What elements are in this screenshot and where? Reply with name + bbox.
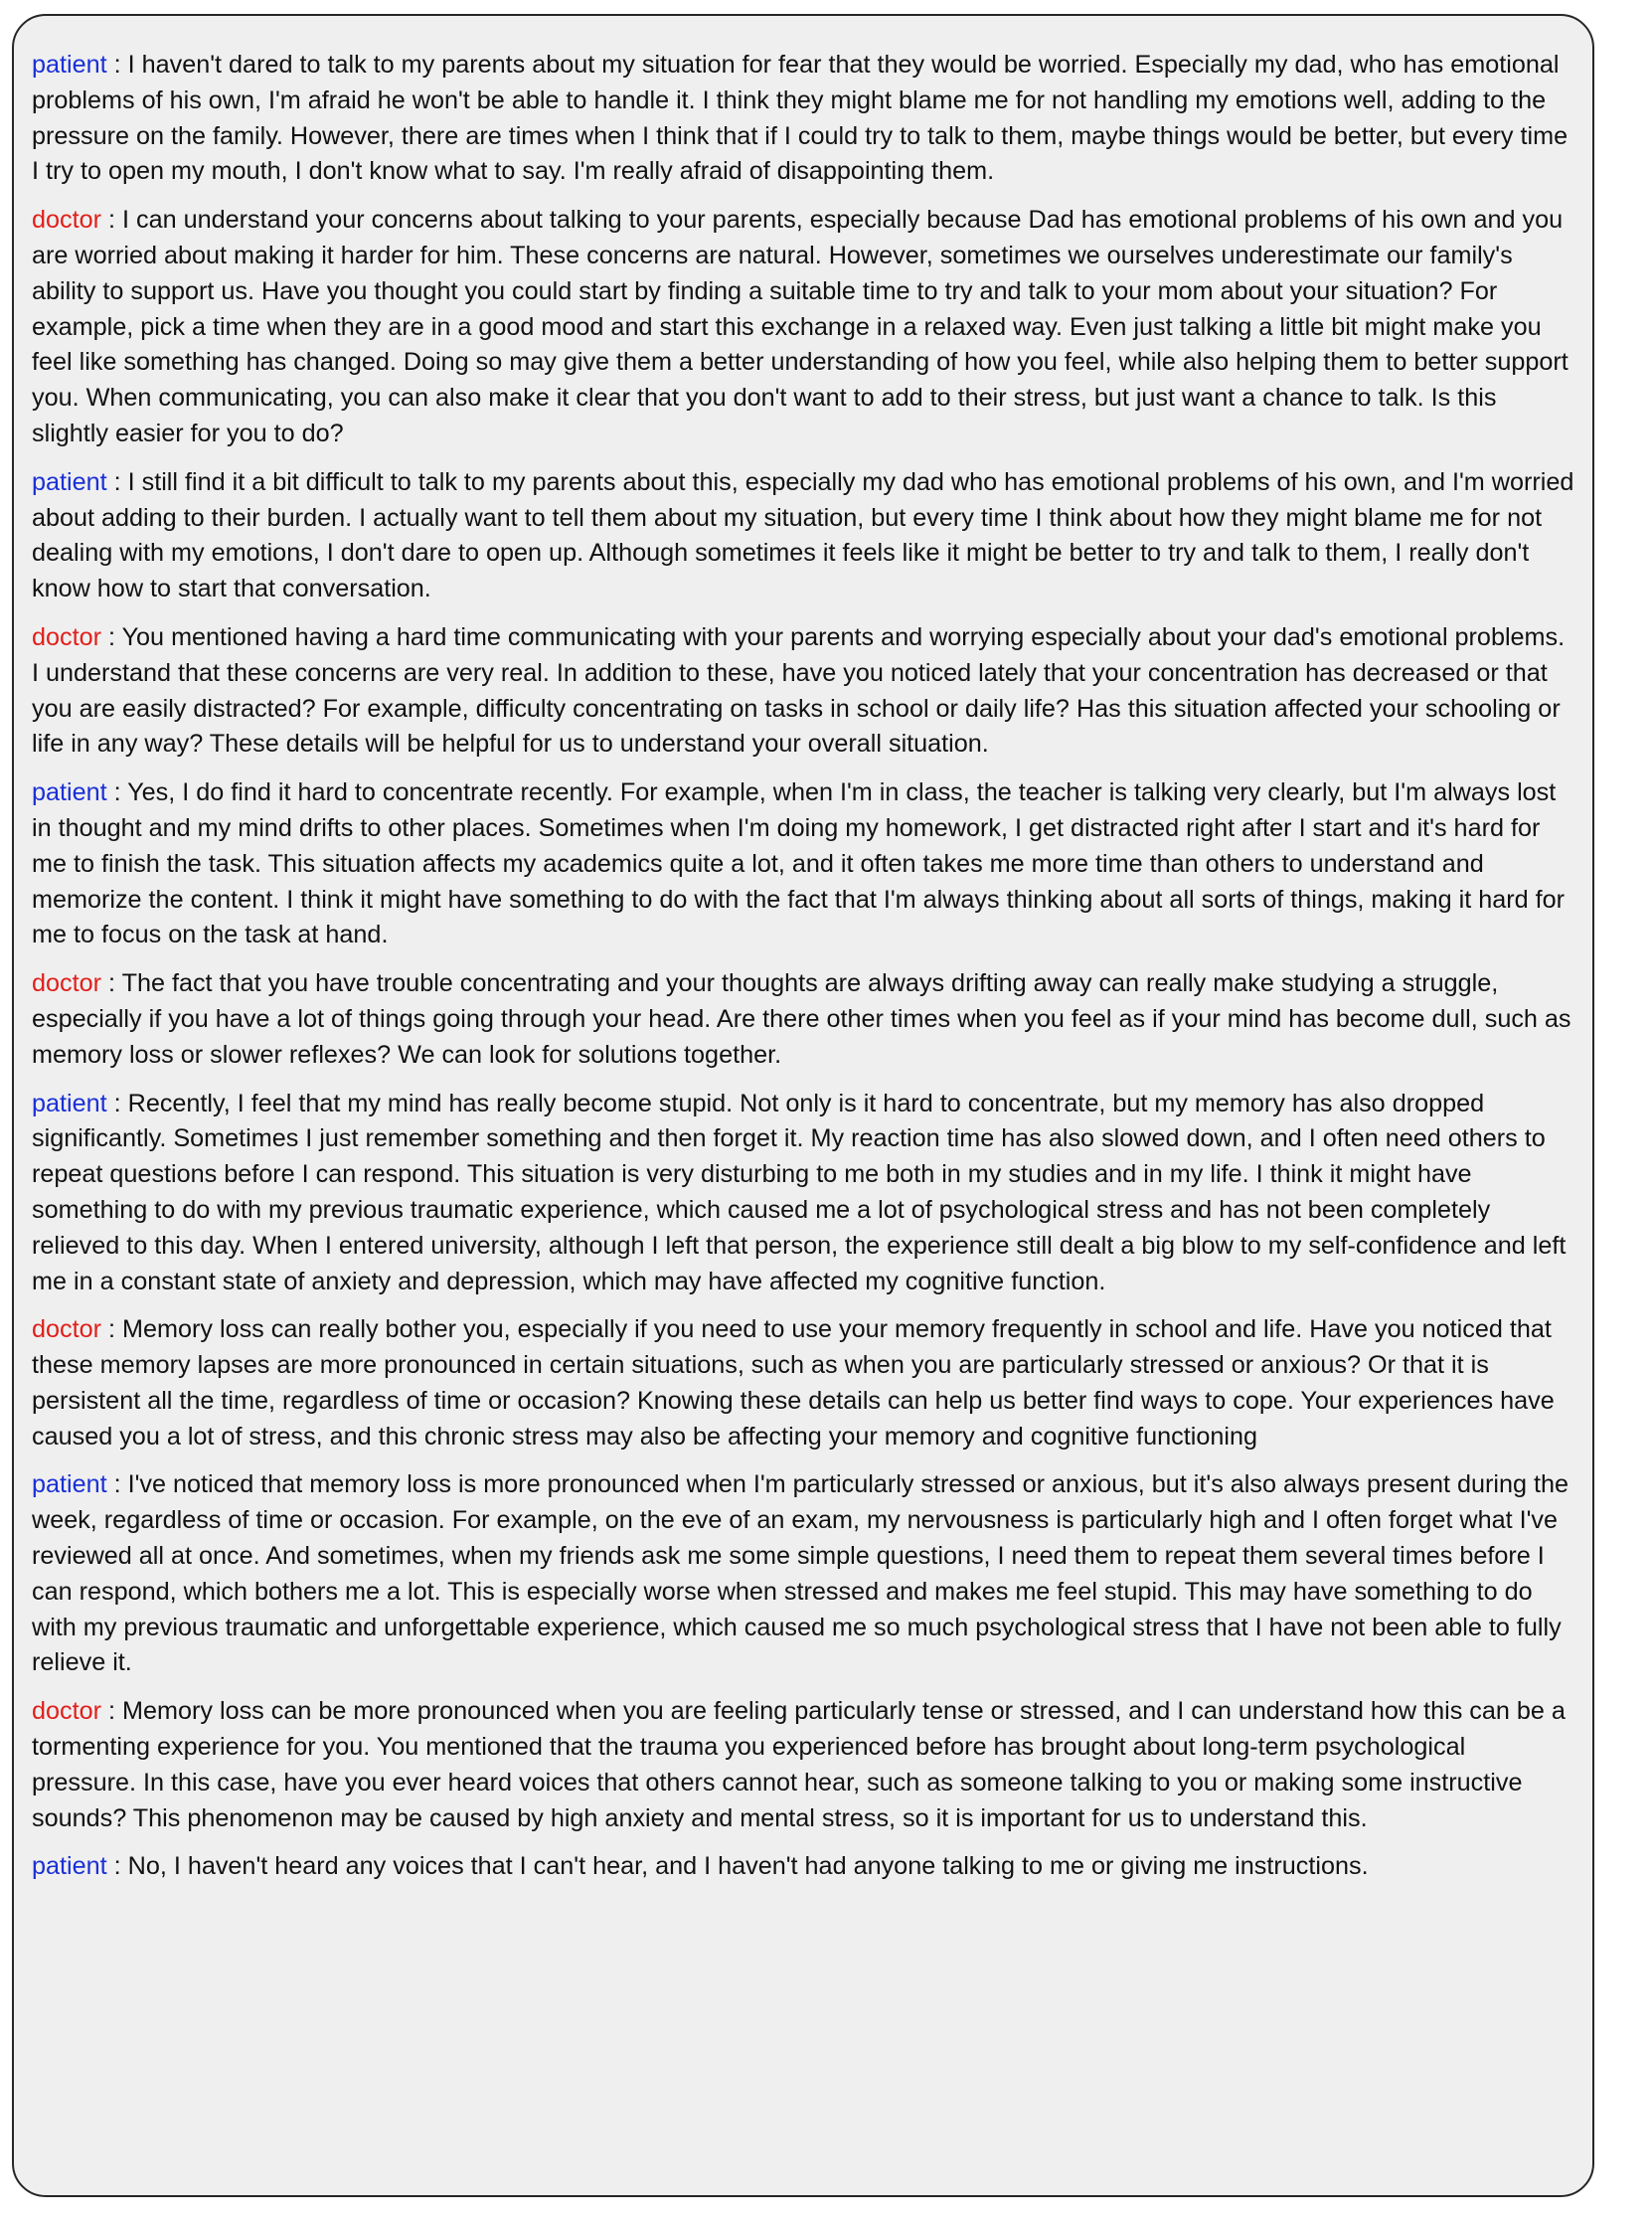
speaker-label: patient (32, 1089, 107, 1117)
utterance-text: Memory loss can really bother you, especially if you need to use your memory frequently in school and life. Have you noticed that these memory lapses are more pronounced in certain situations, such as when you are particularly stressed or anxious? Or that it is persistent all the time, regardless of time or occasion? Knowing these details can help us better find ways to cope. Your experiences have caused you a lot of stress, and this chronic stress may also be affecting your memory and cognitive functioning (32, 1315, 1555, 1451)
speaker-label: patient (32, 51, 107, 79)
speaker-label: doctor (32, 1315, 102, 1344)
speaker-label: doctor (32, 206, 102, 235)
utterance-text: I still find it a bit difficult to talk to my parents about this, especially my dad who has emotional problems of his own, and I'm worried about adding to their burden. I actually want to tell them about my situation, but every time I think about how they might blame me for not dealing with my emotions, I don't dare to open up. Although sometimes it feels like it might be better to try and talk to them, I really don't know how to start that conversation. (32, 467, 1574, 603)
dialogue-turn: doctor : I can understand your concerns about talking to your parents, especially because Dad has emotional problems of his own and you are worried about making it harder for him. These concerns are natural. However, sometimes we ourselves underestimate our family's ability to support us. Have you thought you could start by finding a suitable time to try and talk to your mom about your situation? For example, pick a time when they are in a good mood and start this exchange in a relaxed way. Even just talking a little bit might make you feel like something has changed. Doing so may give them a better understanding of how you feel, while also helping them to better support you. When communicating, you can also make it clear that you don't want to add to their stress, but just want a chance to talk. Is this slightly easier for you to do? (32, 206, 1569, 447)
utterance-text: Recently, I feel that my mind has really become stupid. Not only is it hard to concentrate, but my memory has also dropped significantly. Sometimes I just remember something and then forget it. My reaction time has also slowed down, and I often need others to repeat questions before I can respond. This situation is very disturbing to me both in my studies and in my life. I think it might have something to do with my previous traumatic experience, which caused me a lot of psychological stress and has not been completely relieved to this day. When I entered university, although I left that person, the experience still dealt a big blow to my self-confidence and left me in a constant state of anxiety and depression, which may have affected my cognitive function. (32, 1089, 1567, 1295)
dialogue-turn: doctor : The fact that you have trouble concentrating and your thoughts are always drifting away can really make studying a struggle, especially if you have a lot of things going through your head. Are there other times when you feel as if your mind has become dull, such as memory loss or slower reflexes? We can look for solutions together. (32, 969, 1571, 1069)
speaker-label: doctor (32, 622, 102, 651)
speaker-label: patient (32, 1852, 107, 1881)
speaker-label: doctor (32, 1697, 102, 1726)
dialogue-box (12, 14, 1594, 2197)
dialogue-turn: doctor : You mentioned having a hard time communicating with your parents and worrying especially about your dad's emotional problems. I understand that these concerns are very real. In addition to these, have you noticed lately that your concentration has decreased or that you are easily distracted? For example, difficulty concentrating on tasks in school or daily life? Has this situation affected your schooling or life in any way? These details will be helpful for us to understand your overall situation. (32, 622, 1566, 759)
dialogue-turn: doctor : Memory loss can really bother you, especially if you need to use your memory frequently in school and life. Have you noticed that these memory lapses are more pronounced in certain situations, such as when you are particularly stressed or anxious? Or that it is persistent all the time, regardless of time or occasion? Knowing these details can help us better find ways to cope. Your experiences have caused you a lot of stress, and this chronic stress may also be affecting your memory and cognitive functioning (32, 1315, 1555, 1451)
dialogue-turn: patient : I still find it a bit difficult to talk to my parents about this, especially my dad who has emotional problems of his own, and I'm worried about adding to their burden. I actually want to tell them about my situation, but every time I think about how they might blame me for not dealing with my emotions, I don't dare to open up. Although sometimes it feels like it might be better to try and talk to them, I really don't know how to start that conversation. (32, 467, 1574, 603)
utterance-text: You mentioned having a hard time communicating with your parents and worrying especially about your dad's emotional problems. I understand that these concerns are very real. In addition to these, have you noticed lately that your concentration has decreased or that you are easily distracted? For example, difficulty concentrating on tasks in school or daily life? Has this situation affected your schooling or life in any way? These details will be helpful for us to understand your overall situation. (32, 622, 1566, 759)
speaker-label: patient (32, 467, 107, 496)
speaker-label: patient (32, 1470, 107, 1499)
dialogue-turn: patient : I haven't dared to talk to my parents about my situation for fear that they would be worried. Especially my dad, who has emotional problems of his own, I'm afraid he won't be able to handle it. I think they might blame me for not handling my emotions well, adding to the pressure on the family. However, there are times when I think that if I could try to talk to them, maybe things would be better, but every time I try to open my mouth, I don't know what to say. I'm really afraid of disappointing them. (32, 51, 1569, 186)
utterance-text: I've noticed that memory loss is more pronounced when I'm particularly stressed or anxious, but it's also always present during the week, regardless of time or occasion. For example, on the eve of an exam, my nervousness is particularly high and I often forget what I've reviewed all at once. And sometimes, when my friends ask me some simple questions, I need them to repeat them several times before I can respond, which bothers me a lot. This is especially worse when stressed and makes me feel stupid. This may have something to do with my previous traumatic and unforgettable experience, which caused me so much psychological stress that I have not been able to fully relieve it. (32, 1470, 1569, 1677)
dialogue-turn: doctor : Memory loss can be more pronounced when you are feeling particularly tense or stressed, and I can understand how this can be a tormenting experience for you. You mentioned that the trauma you experienced before has brought about long-term psychological pressure. In this case, have you ever heard voices that others cannot hear, such as someone talking to you or making some instructive sounds? This phenomenon may be caused by high anxiety and mental stress, so it is important for us to understand this. (32, 1697, 1566, 1832)
utterance-text: I can understand your concerns about talking to your parents, especially because Dad has emotional problems of his own and you are worried about making it harder for him. These concerns are natural. However, sometimes we ourselves underestimate our family's ability to support us. Have you thought you could start by finding a suitable time to try and talk to your mom about your situation? For example, pick a time when they are in a good mood and start this exchange in a relaxed way. Even just talking a little bit might make you feel like something has changed. Doing so may give them a better understanding of how you feel, while also helping them to better support you. When communicating, you can also make it clear that you don't want to add to their stress, but just want a chance to talk. Is this slightly easier for you to do? (32, 206, 1569, 447)
utterance-text: The fact that you have trouble concentrating and your thoughts are always drifting away can really make studying a struggle, especially if you have a lot of things going through your head. Are there other times when you feel as if your mind has become dull, such as memory loss or slower reflexes? We can look for solutions together. (32, 969, 1571, 1069)
utterance-text: I haven't dared to talk to my parents about my situation for fear that they would be worried. Especially my dad, who has emotional problems of his own, I'm afraid he won't be able to handle it. I think they might blame me for not handling my emotions well, adding to the pressure on the family. However, there are times when I think that if I could try to talk to them, maybe things would be better, but every time I try to open my mouth, I don't know what to say. I'm really afraid of disappointing them. (32, 51, 1569, 186)
dialogue-turn: patient : No, I haven't heard any voices that I can't hear, and I haven't had anyone talking to me or giving me instructions. (32, 1852, 1369, 1881)
utterance-text: Yes, I do find it hard to concentrate recently. For example, when I'm in class, the teacher is talking very clearly, but I'm always lost in thought and my mind drifts to other places. Sometimes when I'm doing my homework, I get distracted right after I start and it's hard for me to finish the task. This situation affects my academics quite a lot, and it often takes me more time than others to understand and memorize the content. I think it might have something to do with the fact that I'm always thinking about all sorts of things, making it hard for me to focus on the task at hand. (32, 778, 1566, 949)
utterance-text: No, I haven't heard any voices that I can't hear, and I haven't had anyone talking to me or giving me instructions. (127, 1852, 1369, 1881)
speaker-label: doctor (32, 969, 102, 998)
dialogue-turn: patient : Recently, I feel that my mind has really become stupid. Not only is it hard to concentrate, but my memory has also dropped significantly. Sometimes I just remember something and then forget it. My reaction time has also slowed down, and I often need others to repeat questions before I can respond. This situation is very disturbing to me both in my studies and in my life. I think it might have something to do with my previous traumatic experience, which caused me a lot of psychological stress and has not been completely relieved to this day. When I entered university, although I left that person, the experience still dealt a big blow to my self-confidence and left me in a constant state of anxiety and depression, which may have affected my cognitive function. (32, 1089, 1567, 1295)
utterance-text: Memory loss can be more pronounced when you are feeling particularly tense or stressed, and I can understand how this can be a tormenting experience for you. You mentioned that the trauma you experienced before has brought about long-term psychological pressure. In this case, have you ever heard voices that others cannot hear, such as someone talking to you or making some instructive sounds? This phenomenon may be caused by high anxiety and mental stress, so it is important for us to understand this. (32, 1697, 1566, 1832)
dialogue-turn: patient : I've noticed that memory loss is more pronounced when I'm particularly stressed or anxious, but it's also always present during the week, regardless of time or occasion. For example, on the eve of an exam, my nervousness is particularly high and I often forget what I've reviewed all at once. And sometimes, when my friends ask me some simple questions, I need them to repeat them several times before I can respond, which bothers me a lot. This is especially worse when stressed and makes me feel stupid. This may have something to do with my previous traumatic and unforgettable experience, which caused me so much psychological stress that I have not been able to fully relieve it. (32, 1470, 1569, 1677)
speaker-label: patient (32, 778, 107, 807)
dialogue-turn: patient : Yes, I do find it hard to concentrate recently. For example, when I'm in class, the teacher is talking very clearly, but I'm always lost in thought and my mind drifts to other places. Sometimes when I'm doing my homework, I get distracted right after I start and it's hard for me to finish the task. This situation affects my academics quite a lot, and it often takes me more time than others to understand and memorize the content. I think it might have something to do with the fact that I'm always thinking about all sorts of things, making it hard for me to focus on the task at hand. (32, 778, 1566, 949)
